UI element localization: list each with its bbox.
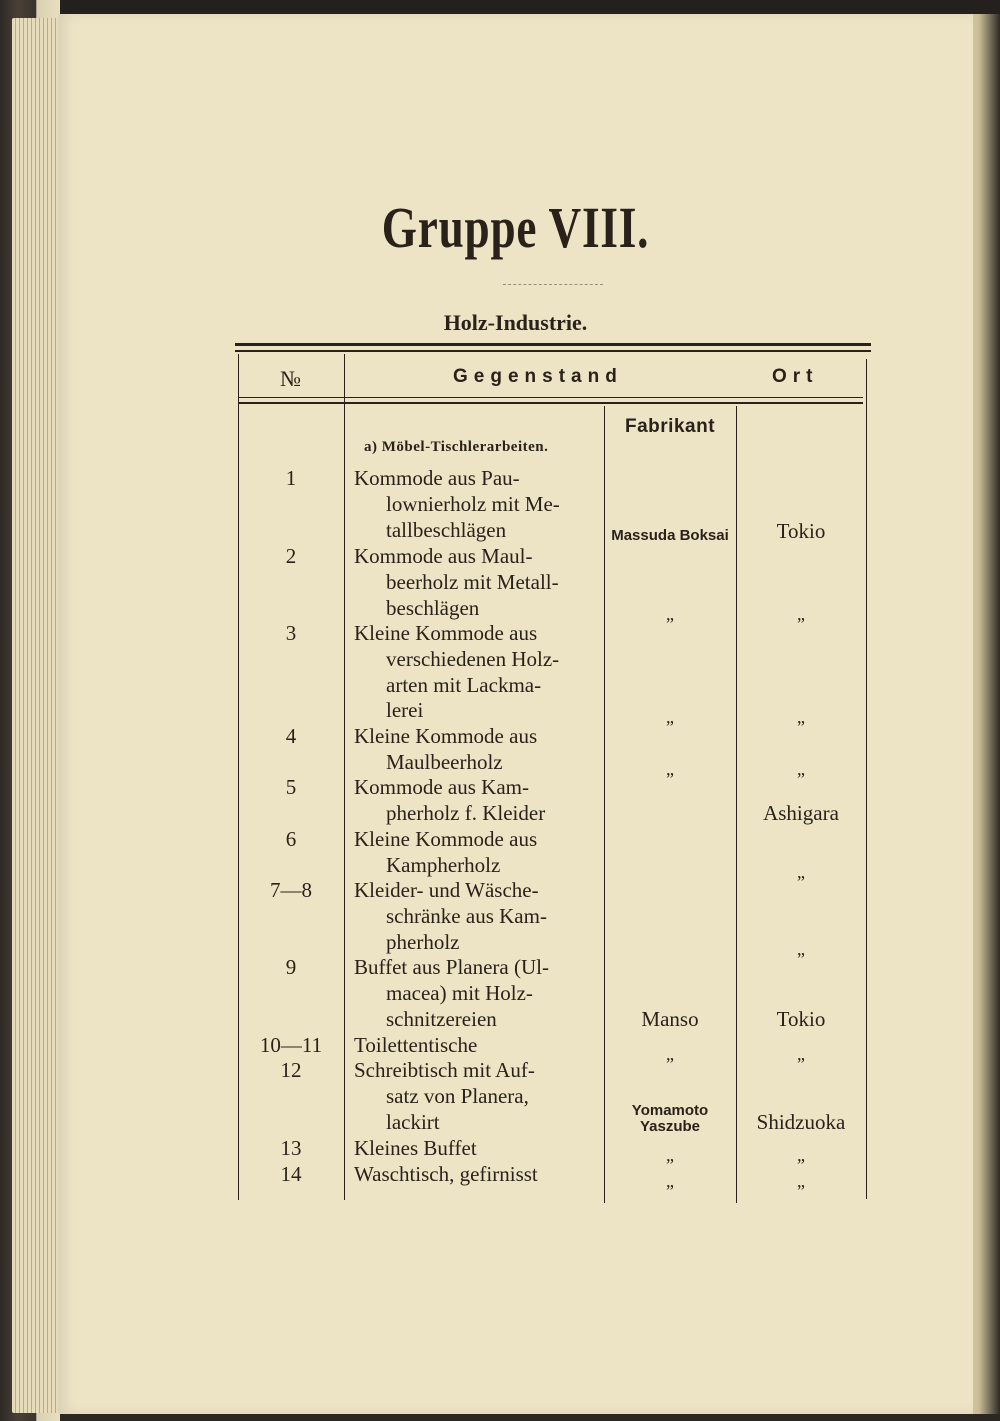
description-line: Kleine Kommode aus xyxy=(354,827,538,851)
column-divider-nr xyxy=(344,354,345,1200)
description-line: Kampherholz xyxy=(386,852,501,877)
description-line: lackirt xyxy=(386,1109,440,1134)
header-bottom-rule-double xyxy=(239,402,863,404)
row-description xyxy=(354,955,600,1032)
description-line: satz von Planera, xyxy=(386,1083,529,1108)
row-description xyxy=(354,724,600,776)
row-ort: „ xyxy=(797,759,805,779)
description-line: Schreibtisch mit Auf- xyxy=(354,1058,535,1082)
header-nr: № xyxy=(280,366,301,391)
description-line: Kleider- und Wäsche- xyxy=(354,878,539,902)
row-number: 3 xyxy=(285,621,297,645)
row-description xyxy=(354,544,600,621)
row-number: 6 xyxy=(285,827,297,851)
header-ort: Ort xyxy=(772,366,819,387)
row-description xyxy=(354,1033,600,1059)
page-title: Gruppe VIII. xyxy=(381,195,650,260)
description-line: macea) mit Holz- xyxy=(386,980,533,1005)
row-ort: „ xyxy=(797,707,805,727)
row-description xyxy=(354,878,600,955)
row-fabrikant: Massuda Boksai xyxy=(611,527,729,544)
row-ort: Tokio xyxy=(776,1007,826,1031)
description-line: beerholz mit Metall- xyxy=(386,569,559,594)
description-line: beschlägen xyxy=(386,595,480,620)
description-line: Toilettentische xyxy=(354,1033,478,1057)
page-stack-edge xyxy=(12,18,60,1413)
row-fabrikant: „ xyxy=(666,1044,674,1064)
fabrikant-name-part: Yomamoto xyxy=(631,1102,709,1119)
row-number: 1 xyxy=(285,466,297,490)
row-number: 2 xyxy=(285,544,297,568)
description-line: tallbeschlägen xyxy=(386,517,507,542)
description-line: Kleines Buffet xyxy=(354,1136,477,1160)
row-ort: „ xyxy=(797,604,805,624)
row-ort: „ xyxy=(797,1044,805,1064)
description-line: lownierholz mit Me- xyxy=(386,491,560,516)
row-description xyxy=(354,1162,600,1188)
table-right-border xyxy=(866,359,867,1199)
row-description xyxy=(354,827,600,879)
row-description xyxy=(354,775,600,827)
header-gegenstand: Gegenstand xyxy=(453,366,623,387)
row-fabrikant: „ xyxy=(666,604,674,624)
row-fabrikant: Manso xyxy=(641,1007,699,1031)
row-number: 7—8 xyxy=(270,878,312,902)
row-ort: „ xyxy=(797,1145,805,1165)
description-line: Buffet aus Planera (Ul- xyxy=(354,955,549,979)
description-line: Kleine Kommode aus xyxy=(354,724,538,748)
description-line: Kleine Kommode aus xyxy=(354,621,538,645)
description-line: Kommode aus Pau- xyxy=(354,466,520,490)
row-fabrikant: „ xyxy=(666,1171,674,1191)
title-ornament xyxy=(503,284,603,287)
header-bottom-rule xyxy=(239,397,863,398)
description-line: lerei xyxy=(386,698,424,723)
row-ort: „ xyxy=(797,1171,805,1191)
page-subtitle: Holz-Industrie. xyxy=(443,310,588,335)
row-number: 5 xyxy=(285,775,297,799)
description-line: pherholz f. Kleider xyxy=(386,800,546,825)
row-description xyxy=(354,466,600,543)
description-line: schnitzereien xyxy=(386,1006,497,1031)
description-line: schränke aus Kam- xyxy=(386,903,547,928)
row-ort: Tokio xyxy=(776,519,826,543)
row-description xyxy=(354,1136,600,1162)
description-line: Maulbeerholz xyxy=(386,749,503,774)
row-number: 10—11 xyxy=(259,1033,323,1057)
description-line: verschiedenen Holz- xyxy=(386,646,560,671)
description-line: Waschtisch, gefirnisst xyxy=(354,1162,538,1186)
table-top-rule-thin xyxy=(235,350,871,352)
row-number: 9 xyxy=(285,955,297,979)
row-fabrikant: „ xyxy=(666,1145,674,1165)
header-fabrikant: Fabrikant xyxy=(625,416,716,437)
row-description xyxy=(354,1058,600,1135)
row-ort: „ xyxy=(797,862,805,882)
fabrikant-name-part: Yaszube xyxy=(639,1118,701,1135)
description-line: Kommode aus Kam- xyxy=(354,775,529,799)
row-ort: „ xyxy=(797,939,805,959)
row-fabrikant: „ xyxy=(666,707,674,727)
row-ort: Ashigara xyxy=(763,801,839,825)
row-number: 12 xyxy=(280,1058,302,1082)
row-number: 14 xyxy=(280,1162,302,1186)
description-line: pherholz xyxy=(386,929,460,954)
section-heading: a) Möbel-Tischlerarbeiten. xyxy=(364,439,549,455)
description-line: Kommode aus Maul- xyxy=(354,544,533,568)
row-fabrikant: „ xyxy=(666,759,674,779)
book-page xyxy=(58,14,973,1414)
row-description xyxy=(354,621,600,724)
column-divider-gegenstand xyxy=(604,406,605,1203)
row-ort: Shidzuoka xyxy=(756,1110,846,1134)
description-line: arten mit Lackma- xyxy=(386,672,542,697)
table-top-rule xyxy=(235,343,871,346)
row-fabrikant xyxy=(604,1103,736,1135)
row-number: 4 xyxy=(285,724,297,748)
row-number: 13 xyxy=(280,1136,302,1160)
